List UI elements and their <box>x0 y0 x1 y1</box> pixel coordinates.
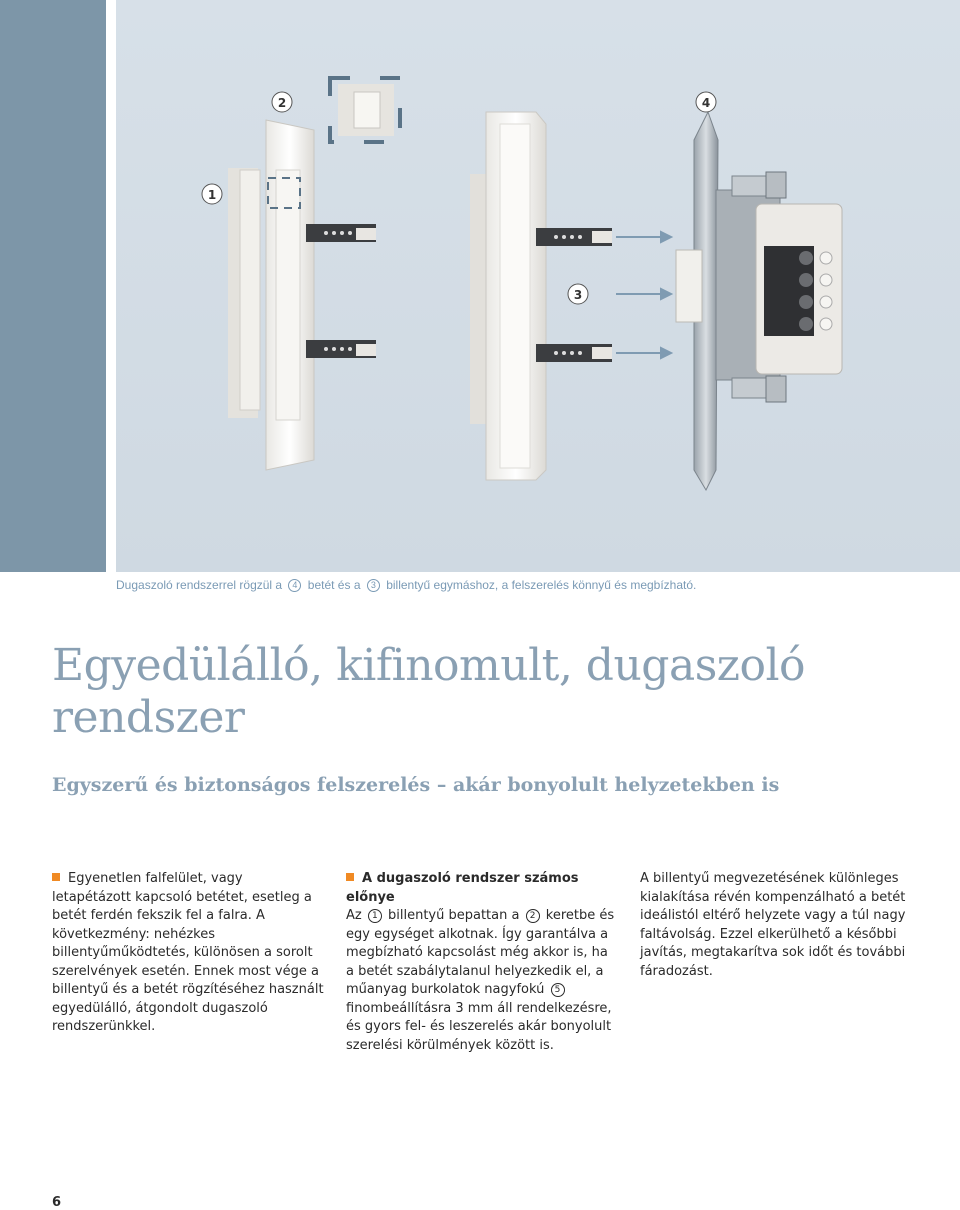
circled-number-2: 2 <box>526 909 540 923</box>
product-photo <box>116 0 960 572</box>
column-heading: A dugaszoló rendszer számos előnye <box>346 871 579 905</box>
frame-piece <box>470 112 612 480</box>
callout-1 <box>202 184 222 204</box>
switch-insert <box>676 112 842 490</box>
svg-text:4: 4 <box>701 96 711 110</box>
rocker-lugs <box>306 224 376 358</box>
callout-4 <box>696 92 716 112</box>
page-number: 6 <box>52 1195 62 1210</box>
callout-3 <box>568 284 588 304</box>
bullet-icon <box>52 873 60 881</box>
switch-assembly-illustration <box>116 0 960 572</box>
page-title: Egyedülálló, kifinomult, dugaszoló rendszer <box>52 640 806 743</box>
svg-text:1: 1 <box>207 188 217 202</box>
callout-2 <box>272 92 292 112</box>
figure-caption: Dugaszoló rendszerrel rögzül a 4 betét és a 3 billentyű egymáshoz, a felszerelés könnyű és megbízható. <box>116 578 697 592</box>
svg-text:3: 3 <box>573 288 583 302</box>
rocker-piece <box>228 120 314 470</box>
svg-text:2: 2 <box>277 96 287 110</box>
page-subtitle: Egyszerű és biztonságos felszerelés – akár bonyolult helyzetekben is <box>52 774 780 796</box>
assembly-arrows <box>616 232 671 358</box>
caption-number-3: 3 <box>367 579 380 592</box>
circled-number-5: 5 <box>551 983 565 997</box>
sidebar-band <box>0 0 106 572</box>
circled-number-1: 1 <box>368 909 382 923</box>
bullet-icon <box>346 873 354 881</box>
text-column-3: A billentyű megvezetésének különleges kialakítása révén kompenzálható a betét ideálistól eltérő helyzete vagy a túl nagy faltávolság. Ezzel elkerülhető a későbbi javítás, megtakarítva sok időt és további fáradozást. <box>640 871 906 979</box>
caption-number-4: 4 <box>288 579 301 592</box>
text-column-2 <box>346 870 618 1055</box>
detail-inset <box>330 78 400 142</box>
text-column-1: Egyenetlen falfelület, vagy letapétázott kapcsoló betétet, esetleg a betét ferdén fekszik fel a falra. A következmény: nehézkes billentyűműködtetés, különösen a sorolt szerelvények esetén. Ennek most vége a billentyű és a betét rögzítéséhez használt egyedülálló, átgondolt dugaszoló rendszerünkkel. <box>52 871 324 1034</box>
column-body: Az 1 billentyű bepattan a 2 keretbe és egy egységet alkotnak. Így garantálva a megbízható kapcsolást még akkor is, ha a betét szabálytalanul helyezkedik el, a műanyag burkolatok nagyfokú 5 finombeállításra 3 mm áll rendelkezésre, és gyors fel- és leszerelés akár bonyolult szerelési körülmények között is. <box>346 908 615 1053</box>
